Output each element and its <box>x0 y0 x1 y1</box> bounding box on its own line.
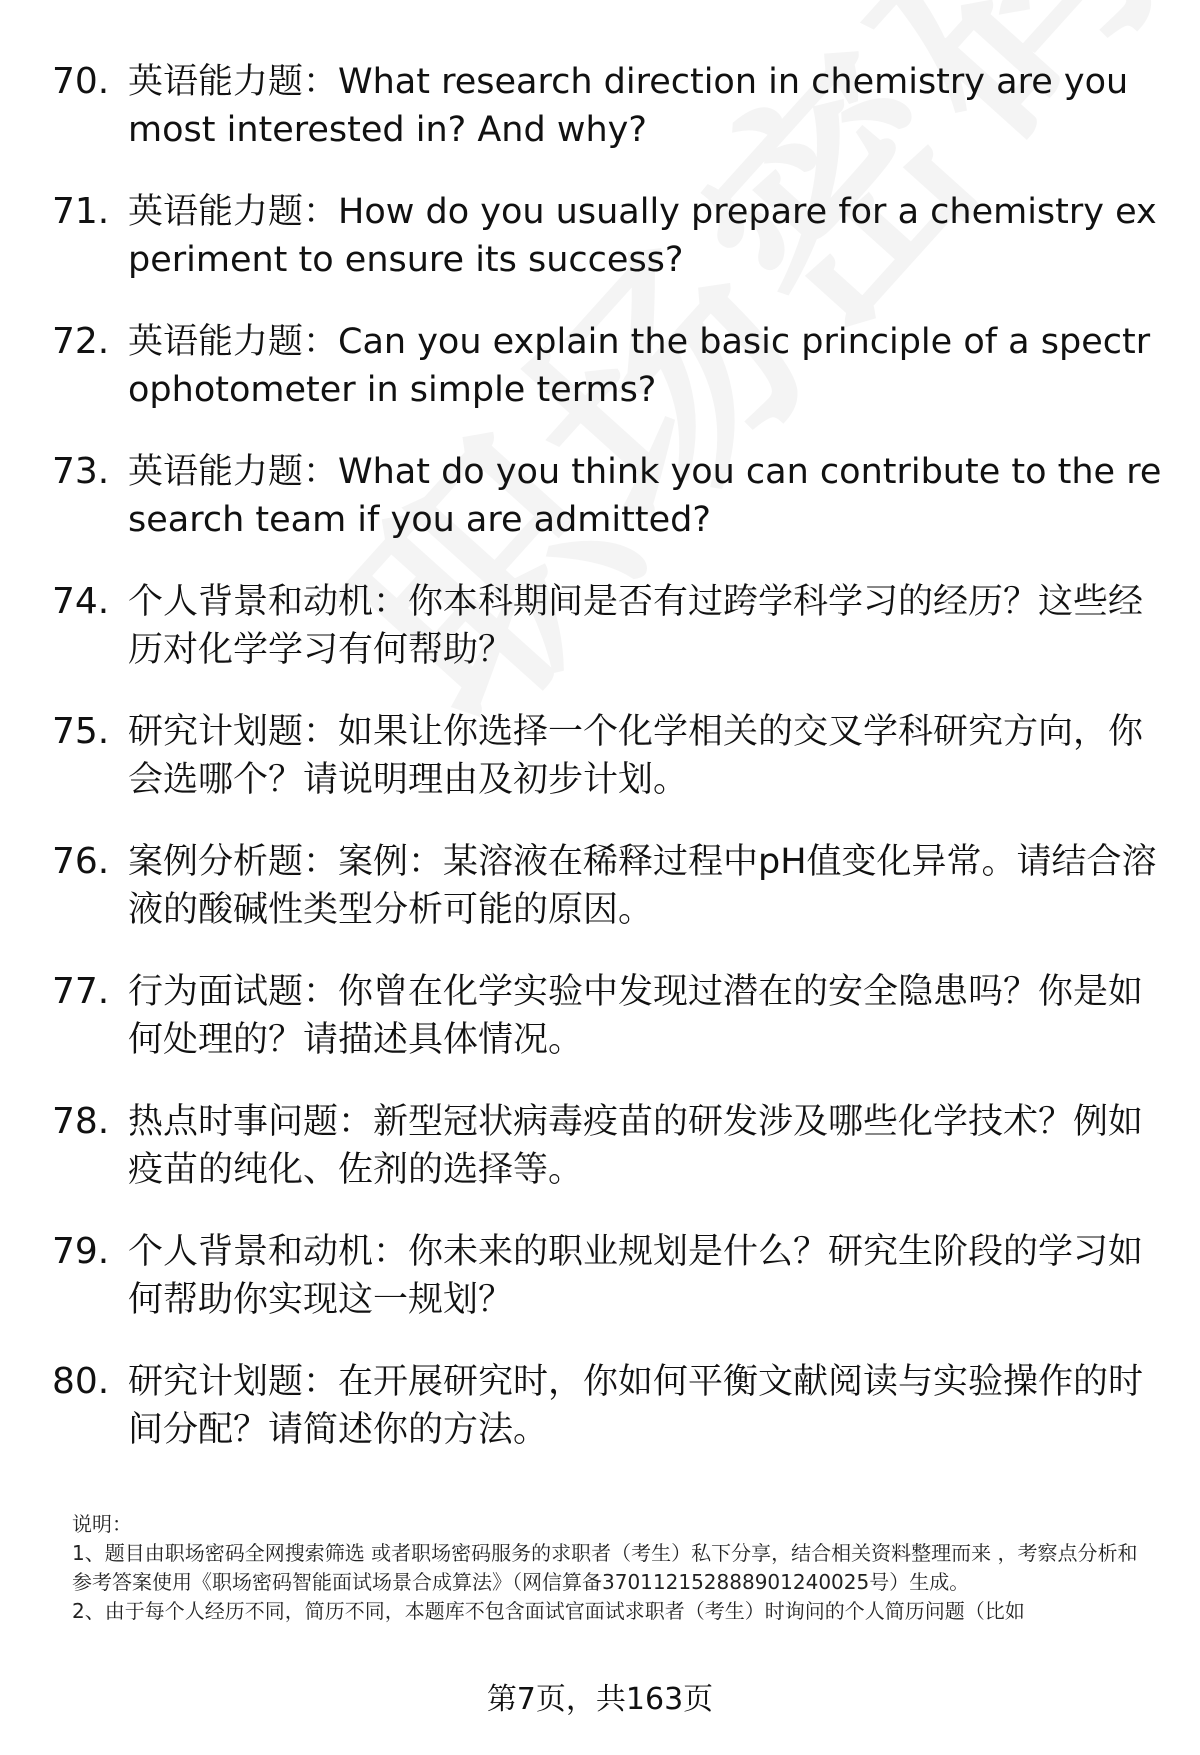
notes-item-1: 1、题目由职场密码全网搜索筛选 或者职场密码服务的求职者（考生）私下分享，结合相关资料整理而来 ，考察点分析和参考答案使用《职场密码智能面试场景合成算法》（网信算备370112152888901240025号）生成。 <box>72 1541 1138 1594</box>
question-item-76 <box>52 838 1162 934</box>
question-number: 71. <box>52 191 110 232</box>
question-text: 个人背景和动机：你本科期间是否有过跨学科学习的经历？这些经历对化学学习有何帮助？ <box>128 582 1144 670</box>
question-number: 72. <box>52 321 110 362</box>
question-number: 73. <box>52 451 110 492</box>
question-number: 78. <box>52 1101 110 1142</box>
question-item-73 <box>52 448 1162 544</box>
question-number: 79. <box>52 1231 110 1272</box>
notes-section <box>72 1510 1152 1626</box>
question-item-75 <box>52 708 1162 804</box>
question-text: 英语能力题：What research direction in chemistry are you most interested in? And why? <box>128 62 1129 150</box>
question-number: 77. <box>52 971 110 1012</box>
question-number: 70. <box>52 61 110 102</box>
question-text: 研究计划题：在开展研究时，你如何平衡文献阅读与实验操作的时间分配？请简述你的方法。 <box>128 1362 1144 1450</box>
notes-title: 说明： <box>72 1512 132 1536</box>
question-text: 英语能力题：What do you think you can contribute to the research team if you are admitted? <box>128 452 1162 540</box>
question-list <box>52 58 1162 1488</box>
question-item-72 <box>52 318 1162 414</box>
question-text: 行为面试题：你曾在化学实验中发现过潜在的安全隐患吗？你是如何处理的？请描述具体情况。 <box>128 972 1144 1060</box>
notes-item-2: 2、由于每个人经历不同，简历不同，本题库不包含面试官面试求职者（考生）时询问的个人简历问题（比如 <box>72 1599 1025 1623</box>
question-item-70 <box>52 58 1162 154</box>
page-number: 第7页，共163页 <box>486 1682 714 1717</box>
question-text: 英语能力题：How do you usually prepare for a chemistry experiment to ensure its success? <box>128 192 1157 280</box>
question-item-71 <box>52 188 1162 284</box>
question-text: 研究计划题：如果让你选择一个化学相关的交叉学科研究方向，你会选哪个？请说明理由及初步计划。 <box>128 712 1144 800</box>
question-text: 案例分析题：案例：某溶液在稀释过程中pH值变化异常。请结合溶液的酸碱性类型分析可能的原因。 <box>128 842 1157 930</box>
question-number: 76. <box>52 841 110 882</box>
question-item-77 <box>52 968 1162 1064</box>
question-item-79 <box>52 1228 1162 1324</box>
question-number: 80. <box>52 1361 110 1402</box>
question-text: 英语能力题：Can you explain the basic principle of a spectrophotometer in simple terms? <box>128 322 1151 410</box>
question-text: 个人背景和动机：你未来的职业规划是什么？研究生阶段的学习如何帮助你实现这一规划？ <box>128 1232 1144 1320</box>
question-number: 74. <box>52 581 110 622</box>
question-item-78 <box>52 1098 1162 1194</box>
question-item-74 <box>52 578 1162 674</box>
question-item-80 <box>52 1358 1162 1454</box>
question-number: 75. <box>52 711 110 752</box>
question-text: 热点时事问题：新型冠状病毒疫苗的研发涉及哪些化学技术？例如疫苗的纯化、佐剂的选择等。 <box>128 1102 1144 1190</box>
